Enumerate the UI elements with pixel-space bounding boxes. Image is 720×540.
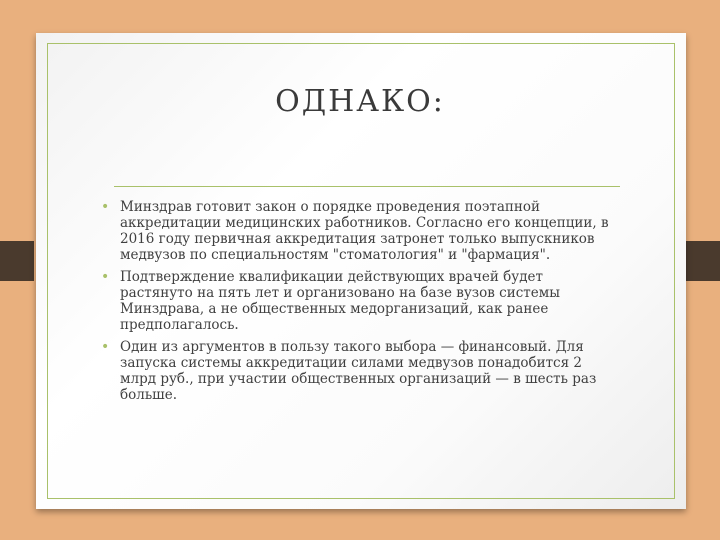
bullet-icon: • [101, 269, 110, 285]
bullet-list [100, 199, 620, 409]
list-item [100, 199, 620, 263]
slide-title: ОДНАКО: [275, 84, 445, 119]
right-side-tab [686, 241, 720, 281]
bullet-text: Подтверждение квалификации действующих врачей будет растянуто на пять лет и организовано на базе вузов системы Минздрава, а не общественных медорганизаций, как ранее предполагалось. [120, 269, 560, 333]
list-item [100, 339, 620, 403]
bullet-icon: • [101, 199, 110, 215]
left-side-tab [0, 241, 34, 281]
list-item [100, 269, 620, 333]
title-divider [114, 186, 620, 187]
bullet-icon: • [101, 339, 110, 355]
bullet-text: Один из аргументов в пользу такого выбора — финансовый. Для запуска системы аккредитации силами медвузов понадобится 2 млрд руб., при участии общественных организаций — в шесть раз больше. [120, 339, 597, 403]
bullet-text: Минздрав готовит закон о порядке проведения поэтапной аккредитации медицинских работников. Согласно его концепции, в 2016 году первичная аккредитация затронет только выпускников медвузов по специальностям "стоматология" и "фармация". [120, 199, 609, 263]
